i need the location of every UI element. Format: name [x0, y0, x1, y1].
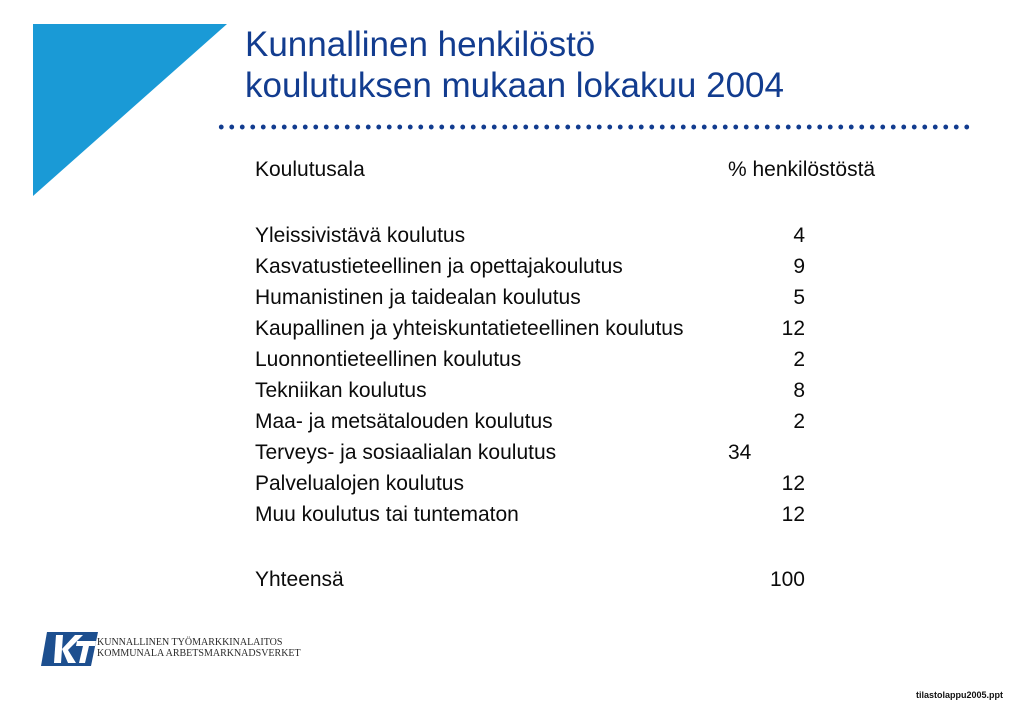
- table-row: [255, 255, 935, 283]
- organization-name: [97, 637, 301, 659]
- total-value: 100: [769, 568, 805, 591]
- total-label: Yhteensä: [255, 568, 344, 591]
- row-label: Muu koulutus tai tuntematon: [255, 503, 519, 526]
- footer-filename: tilastolappu2005.ppt: [915, 690, 1003, 700]
- table-row: [255, 224, 935, 252]
- table-row: [255, 503, 935, 531]
- table-row: [255, 286, 935, 314]
- row-label: Yleissivistävä koulutus: [255, 224, 466, 247]
- organization-name-swedish: KOMMUNALA ARBETSMARKNADSVERKET: [97, 648, 301, 659]
- row-value: 12: [781, 317, 805, 340]
- table-row: [255, 348, 935, 376]
- row-value: 2: [793, 348, 805, 371]
- row-label: Terveys- ja sosiaalialan koulutus: [255, 441, 557, 464]
- organization-name-finnish: KUNNALLINEN TYÖMARKKINALAITOS: [97, 637, 283, 648]
- column-header-percent: % henkilöstöstä: [728, 158, 876, 181]
- column-header-field: Koulutusala: [255, 158, 365, 181]
- table-row: [255, 410, 935, 438]
- table-row: [255, 379, 935, 407]
- row-value: 34: [728, 441, 752, 464]
- row-value: 12: [781, 472, 805, 495]
- table-row: [255, 441, 935, 469]
- row-label: Tekniikan koulutus: [255, 379, 427, 402]
- row-label: Luonnontieteellinen koulutus: [255, 348, 522, 371]
- dotted-divider: [216, 123, 972, 131]
- table-total-row: [255, 568, 935, 596]
- row-value: 9: [793, 255, 805, 278]
- row-label: Palvelualojen koulutus: [255, 472, 464, 495]
- row-label: Kaupallinen ja yhteiskuntatieteellinen koulutus: [255, 317, 684, 340]
- table-row: [255, 472, 935, 500]
- row-label: Kasvatustieteellinen ja opettajakoulutus: [255, 255, 623, 278]
- table-row: [255, 317, 935, 345]
- row-value: 8: [793, 379, 805, 402]
- row-value: 4: [793, 224, 805, 247]
- corner-triangle-decoration: [0, 0, 230, 200]
- row-value: 12: [781, 503, 805, 526]
- row-value: 5: [793, 286, 805, 309]
- table-header-row: [255, 158, 935, 186]
- kt-logo-icon: [41, 630, 99, 668]
- row-value: 2: [793, 410, 805, 433]
- row-label: Maa- ja metsätalouden koulutus: [255, 410, 553, 433]
- row-label: Humanistinen ja taidealan koulutus: [255, 286, 581, 309]
- slide-title: [245, 24, 784, 106]
- slide-title-line2: koulutuksen mukaan lokakuu 2004: [245, 66, 784, 105]
- slide-title-line1: Kunnallinen henkilöstö: [245, 25, 596, 64]
